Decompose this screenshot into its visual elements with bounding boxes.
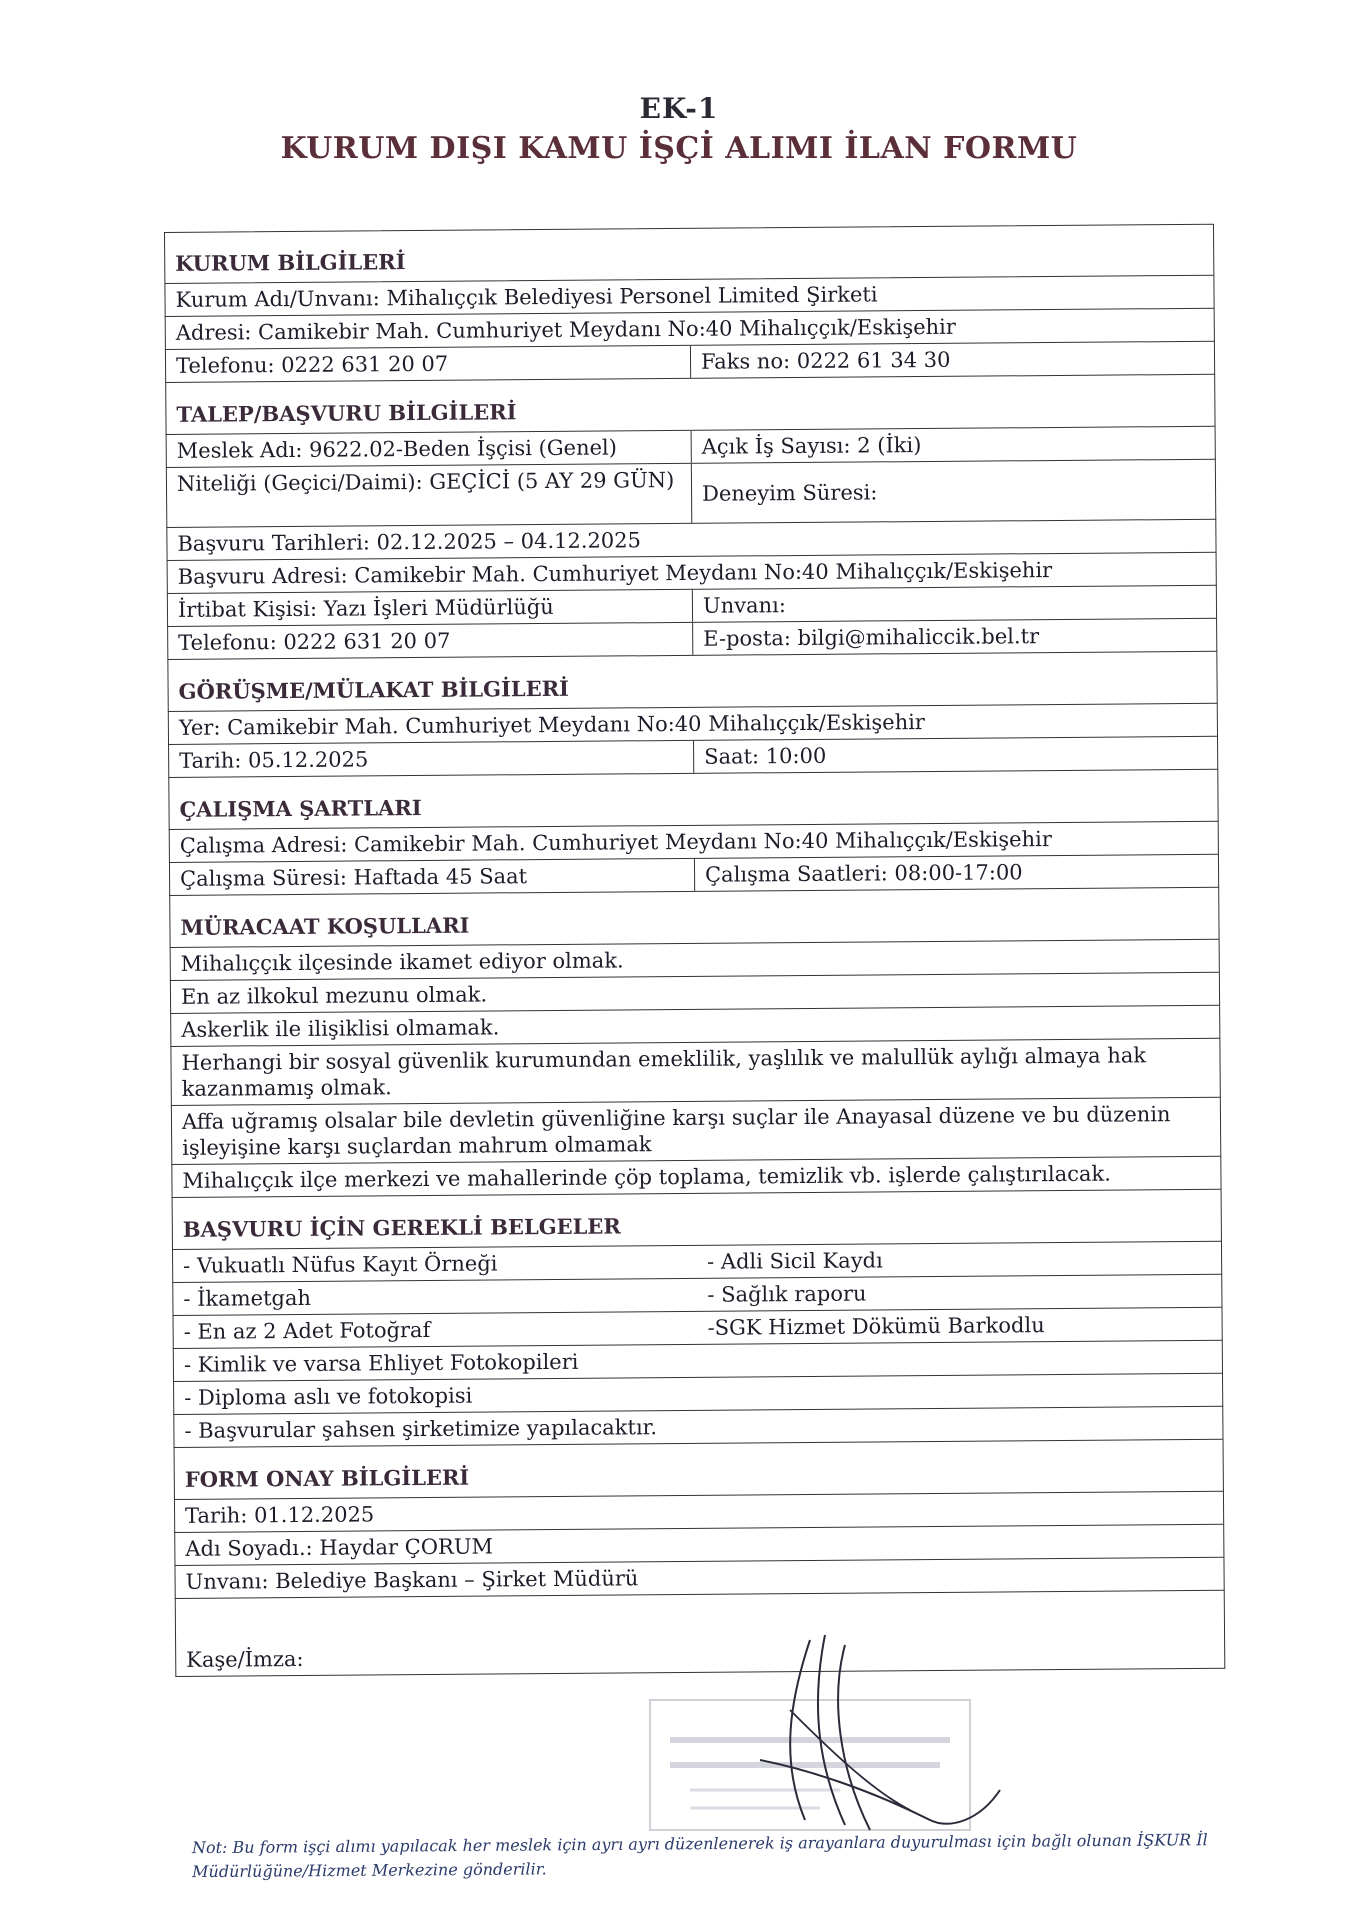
- belge-item: - İkametgah: [183, 1285, 312, 1311]
- section-title: ÇALIŞMA ŞARTLARI: [179, 794, 422, 822]
- belge-item: - Diploma aslı ve fotokopisi: [184, 1383, 473, 1410]
- list-item: [171, 1098, 1221, 1165]
- announcement-form: [164, 224, 1225, 1677]
- belge-item: - Başvurular şahsen şirketimize yapılacaktır.: [184, 1415, 658, 1443]
- section-kurum: [164, 224, 1214, 284]
- kosul-item: Herhangi bir sosyal güvenlik kurumundan emeklilik, yaşlılık ve malullük aylığı almaya hak kazanmamış olmak.: [181, 1043, 1147, 1101]
- deneyim-label: Deneyim Süresi:: [701, 479, 878, 506]
- section-onay: [174, 1440, 1224, 1500]
- belge-item: - Adli Sicil Kaydı: [707, 1248, 883, 1274]
- calisma-saatleri: Çalışma Saatleri: 08:00-17:00: [694, 855, 1218, 891]
- talep-eposta: E-posta: bilgi@mihaliccik.bel.tr: [692, 619, 1216, 655]
- belge-item: -SGK Hizmet Dökümü Barkodlu: [707, 1313, 1045, 1340]
- kase-imza-row: [175, 1591, 1226, 1677]
- kurum-adi: Kurum Adı/Unvanı: Mihalıççık Belediyesi Personel Limited Şirketi: [175, 282, 878, 312]
- section-title: KURUM BİLGİLERİ: [175, 249, 406, 276]
- calisma-adresi: Çalışma Adresi: Camikebir Mah. Cumhuriyet Meydanı No:40 Mihalıççık/Eskişehir: [179, 827, 1052, 858]
- form-note: Not: Bu form işçi alımı yapılacak her meslek için ayrı ayrı düzenlenerek iş arayanlara duyurulması için bağlı olunan İŞKUR İl Müdürlüğüne/Hizmet Merkezine gönderilir.: [191, 1830, 1208, 1882]
- irtibat-unvani: Unvanı:: [692, 586, 1216, 622]
- basvuru-adresi: Başvuru Adresi: Camikebir Mah. Cumhuriyet Meydanı No:40 Mihalıççık/Eskişehir: [177, 558, 1053, 589]
- belge-item: - Sağlık raporu: [707, 1281, 867, 1307]
- form-header: [0, 92, 1358, 166]
- kosul-item: Mihalıççık ilçesinde ikamet ediyor olmak.: [180, 948, 624, 976]
- gorusme-yer: Yer: Camikebir Mah. Cumhuriyet Meydanı No:40 Mihalıççık/Eskişehir: [178, 710, 926, 740]
- belge-item: - Vukuatlı Nüfus Kayıt Örneği: [183, 1251, 498, 1278]
- irtibat-kisisi: İrtibat Kişisi: Yazı İşleri Müdürlüğü: [177, 594, 554, 622]
- deneyim-suresi: [691, 460, 1215, 523]
- kase-imza: Kaşe/İmza:: [186, 1646, 304, 1672]
- kosul-item: Mihalıççık ilçe merkezi ve mahallerinde çöp toplama, temizlik vb. işlerde çalıştırılacak.: [182, 1161, 1111, 1193]
- talep-telefon: Telefonu: 0222 631 20 07: [178, 628, 451, 655]
- belge-item: - En az 2 Adet Fotoğraf: [183, 1317, 431, 1344]
- gorusme-tarih: Tarih: 05.12.2025: [179, 747, 369, 773]
- kurum-adres: Adresi: Camikebir Mah. Cumhuriyet Meydanı No:40 Mihalıççık/Eskişehir: [175, 314, 956, 345]
- form-title: KURUM DIŞI KAMU İŞÇİ ALIMI İLAN FORMU: [280, 131, 1078, 166]
- kosul-item: Affa uğramış olsalar bile devletin güvenliğine karşı suçlar ile Anayasal düzene ve bu düzenin işleyişine karşı suçlardan mahrum olmamak: [181, 1102, 1171, 1160]
- section-title: MÜRACAAT KOŞULLARI: [180, 912, 470, 940]
- annex-label: EK-1: [639, 92, 719, 125]
- section-belgeler: [172, 1190, 1222, 1250]
- acik-is-sayisi: Açık İş Sayısı: 2 (İki): [691, 427, 1215, 463]
- niteligi: Niteliği (Geçici/Daimi): GEÇİCİ (5 AY 29 GÜN): [176, 468, 675, 496]
- belge-item: - Kimlik ve varsa Ehliyet Fotokopileri: [183, 1349, 579, 1377]
- onay-tarih: Tarih: 01.12.2025: [184, 1502, 375, 1528]
- section-title: GÖRÜŞME/MÜLAKAT BİLGİLERİ: [178, 675, 570, 704]
- kosul-item: Askerlik ile ilişiklisi olmamak.: [181, 1015, 500, 1042]
- kosul-item: En az ilkokul mezunu olmak.: [180, 982, 488, 1009]
- calisma-suresi: Çalışma Süresi: Haftada 45 Saat: [179, 864, 528, 891]
- kurum-faks: Faks no: 0222 61 34 30: [690, 342, 1214, 378]
- section-gorusme: [167, 652, 1217, 712]
- list-item: [170, 1039, 1220, 1106]
- basvuru-tarihleri: Başvuru Tarihleri: 02.12.2025 – 04.12.2025: [177, 528, 642, 556]
- nitelik-row: [166, 460, 1216, 528]
- section-muracaat: [169, 888, 1219, 948]
- gorusme-saat: Saat: 10:00: [693, 737, 1217, 773]
- meslek-adi: Meslek Adı: 9622.02-Beden İşçisi (Genel): [176, 435, 617, 463]
- signature-icon: [750, 1620, 1010, 1840]
- onay-adi-soyadi: Adı Soyadı.: Haydar ÇORUM: [185, 1534, 494, 1561]
- section-talep: [165, 375, 1215, 435]
- kurum-telefon: Telefonu: 0222 631 20 07: [175, 351, 449, 378]
- onay-unvani: Unvanı: Belediye Başkanı – Şirket Müdürü: [185, 1566, 639, 1594]
- section-title: FORM ONAY BİLGİLERİ: [184, 1464, 470, 1492]
- section-title: TALEP/BAŞVURU BİLGİLERİ: [176, 399, 517, 427]
- section-calisma: [168, 770, 1218, 830]
- section-title: BAŞVURU İÇİN GEREKLİ BELGELER: [182, 1213, 621, 1242]
